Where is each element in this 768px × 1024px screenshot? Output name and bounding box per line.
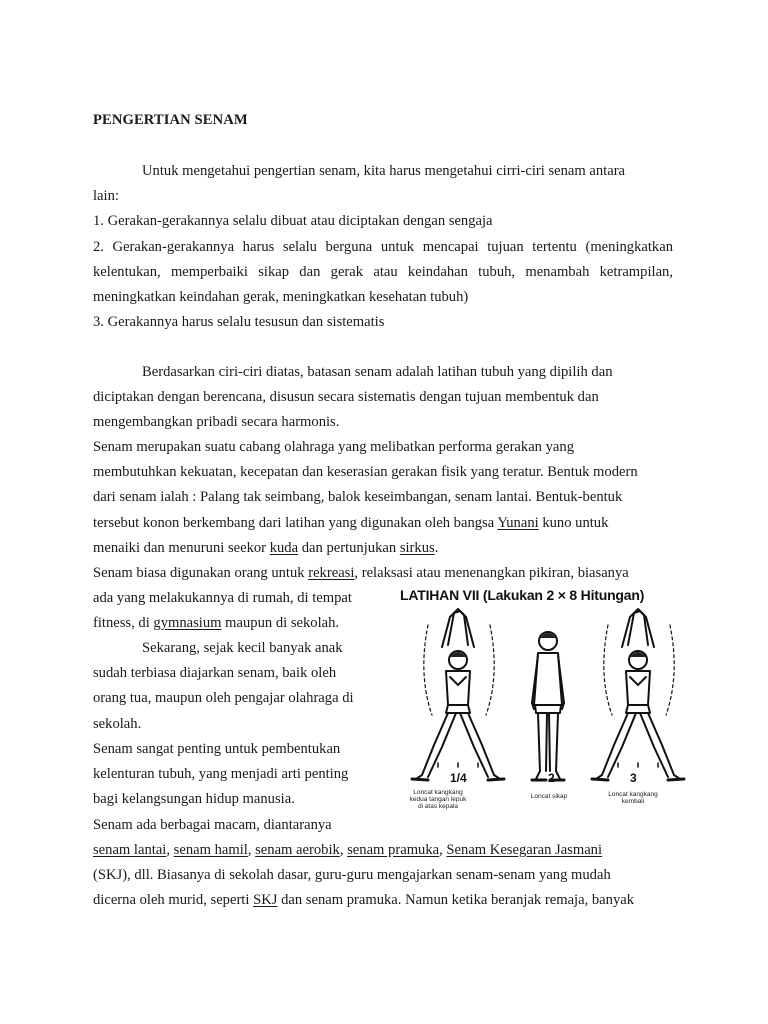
- text-line: [93, 888, 673, 913]
- caption-line: Loncat kangkang: [608, 791, 658, 798]
- text-line: dari senam ialah : Palang tak seimbang, balok keseimbangan, senam lantai. Bentuk-bentuk: [93, 489, 623, 506]
- list-item-continuation: meningkatkan keindahan gerak, meningkatkan kesehatan tubuh): [93, 289, 469, 306]
- list-item: 1. Gerakan-gerakannya selalu dibuat atau diciptakan dengan sengaja: [93, 213, 493, 230]
- text-line: ada yang melakukannya di rumah, di tempat: [93, 590, 352, 606]
- figure-jumping-jack-1: [412, 609, 504, 780]
- paragraph-senam-penting: [93, 737, 378, 838]
- step-number-2: 2: [548, 771, 555, 785]
- paragraph-ciri-senam: [93, 159, 673, 335]
- text-line: Senam sangat penting untuk pembentukan: [93, 741, 341, 757]
- text-line: membutuhkan kekuatan, kecepatan dan keserasian gerakan fisik yang teratur. Bentuk modern: [93, 464, 638, 481]
- exercise-figures-drawing: [398, 585, 700, 821]
- text-line: [93, 611, 378, 636]
- text-line: Senam ada berbagai macam, diantaranya: [93, 816, 332, 833]
- figure-jumping-jack-3: [592, 609, 684, 780]
- text-segment: dan senam pramuka. Namun ketika beranjak remaja, banyak: [277, 892, 635, 909]
- list-item: 2. Gerakan-gerakannya harus selalu berguna untuk mencapai tujuan tertentu (meningkatkan: [93, 238, 673, 255]
- link-skj[interactable]: SKJ: [253, 892, 278, 909]
- step-number-3: 3: [630, 771, 637, 785]
- text-line: [93, 561, 673, 586]
- text-line: [93, 511, 673, 536]
- text-line: mengembangkan pribadi secara harmonis.: [93, 414, 340, 431]
- paragraph-sekarang: [93, 636, 378, 737]
- figure-title: LATIHAN VII (Lakukan 2 × 8 Hitungan): [400, 587, 645, 603]
- separator: ,: [166, 842, 174, 858]
- link-yunani[interactable]: Yunani: [497, 514, 539, 531]
- link-gymnasium[interactable]: gymnasium: [153, 615, 222, 632]
- text-line: (SKJ), dll. Biasanya di sekolah dasar, guru-guru mengajarkan senam-senam yang mudah: [93, 867, 611, 884]
- separator: ,: [339, 842, 348, 858]
- caption-line: kembali: [621, 798, 645, 805]
- text-segment: dan pertunjukan: [298, 539, 400, 556]
- text-line: Berdasarkan ciri-ciri diatas, batasan senam adalah latihan tubuh yang dipilih dan: [142, 364, 613, 380]
- document-heading: PENGERTIAN SENAM: [93, 112, 248, 128]
- text-line: Untuk mengetahui pengertian senam, kita harus mengetahui cirri-ciri senam antara: [142, 163, 626, 179]
- caption-line: Loncat sikap: [530, 793, 568, 800]
- text-segment: Senam biasa digunakan orang untuk: [93, 565, 309, 581]
- text-line: diciptakan dengan berencana, disusun secara sistematis dengan tujuan membentuk dan: [93, 389, 599, 406]
- text-segment: menaiki dan menuruni seekor: [93, 539, 270, 556]
- step-caption-1: [398, 789, 478, 810]
- separator: ,: [439, 842, 447, 858]
- link-rekreasi[interactable]: rekreasi: [308, 565, 355, 581]
- link-senam-lantai[interactable]: senam lantai: [93, 842, 167, 858]
- text-segment: kuno untuk: [538, 514, 609, 531]
- text-line: kelenturan tubuh, yang menjadi arti penting: [93, 766, 349, 783]
- link-senam-aerobik[interactable]: senam aerobik: [255, 842, 340, 858]
- text-segment: tersebut konon berkembang dari latihan yang digunakan oleh bangsa: [93, 514, 498, 531]
- exercise-illustration: [398, 585, 700, 821]
- caption-line: di atas kepala: [417, 803, 459, 810]
- link-kuda[interactable]: kuda: [269, 539, 299, 556]
- paragraph-rekreasi: [93, 561, 673, 586]
- paragraph-batasan-senam: [93, 360, 673, 436]
- link-senam-hamil[interactable]: senam hamil: [173, 842, 248, 858]
- text-segment: maupun di sekolah.: [221, 615, 340, 632]
- separator: ,: [247, 842, 256, 858]
- paragraph-cabang-olahraga: [93, 435, 673, 561]
- caption-line: kedua tangan lepuk: [409, 796, 467, 803]
- figure-standing: [532, 632, 564, 780]
- text-segment: .: [434, 539, 439, 556]
- step-caption-2: [524, 793, 574, 800]
- caption-line: Loncat kangkang: [413, 789, 463, 796]
- list-item: 3. Gerakannya harus selalu tesusun dan sistematis: [93, 314, 385, 331]
- text-segment: fitness, di: [93, 615, 154, 632]
- text-line: [93, 838, 673, 863]
- text-line: bagi kelangsungan hidup manusia.: [93, 791, 295, 808]
- step-number-1: 1/4: [450, 771, 467, 785]
- text-line: lain:: [93, 188, 119, 205]
- paragraph-rekreasi-cont: [93, 586, 378, 636]
- link-senam-kesegaran-jasmani[interactable]: Senam Kesegaran Jasmani: [446, 842, 603, 858]
- text-line: sudah terbiasa diajarkan senam, baik oleh: [93, 665, 337, 682]
- step-caption-3: [598, 791, 668, 805]
- text-segment: , relaksasi atau menenangkan pikiran, biasanya: [354, 565, 629, 581]
- link-sirkus[interactable]: sirkus: [399, 539, 435, 556]
- text-line: sekolah.: [93, 715, 142, 732]
- text-line: [93, 536, 673, 561]
- paragraph-macam-senam: [93, 838, 673, 914]
- list-item-continuation: kelentukan, memperbaiki sikap dan gerak atau keindahan tubuh, menambah ketrampilan,: [93, 263, 673, 280]
- text-line: orang tua, maupun oleh pengajar olahraga di: [93, 690, 354, 707]
- text-line: Senam merupakan suatu cabang olahraga yang melibatkan performa gerakan yang: [93, 439, 574, 455]
- text-line: Sekarang, sejak kecil banyak anak: [142, 640, 343, 656]
- text-segment: dicerna oleh murid, seperti: [93, 892, 254, 909]
- link-senam-pramuka[interactable]: senam pramuka: [347, 842, 440, 858]
